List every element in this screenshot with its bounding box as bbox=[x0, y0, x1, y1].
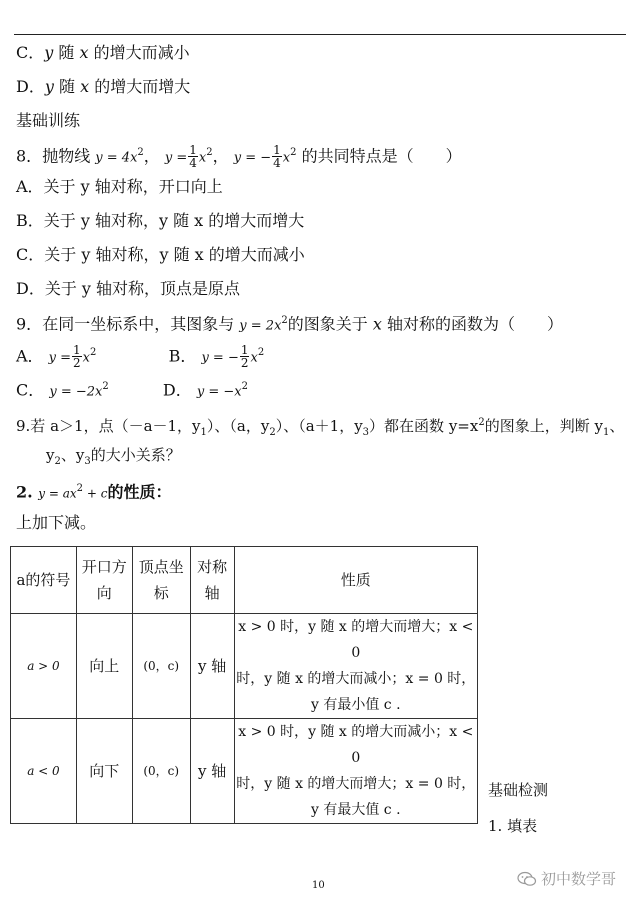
cell-property bbox=[234, 614, 477, 719]
option-8b: B．关于 y 轴对称，y 随 x 的增大而增大 bbox=[16, 211, 305, 230]
property-line: 时，y 随 x 的增大而减小；x = 0 时， bbox=[236, 671, 476, 687]
section-title: 基础训练 bbox=[16, 111, 81, 130]
fraction: $\frac{1}{2}$ bbox=[73, 343, 81, 371]
table-row bbox=[11, 614, 478, 719]
option-8c: C．关于 y 轴对称，y 随 x 的增大而减小 bbox=[16, 245, 305, 264]
header-sign: a的符号 bbox=[11, 547, 77, 614]
header-property: 性质 bbox=[234, 547, 477, 614]
table-row bbox=[11, 719, 478, 824]
cell-direction: 向下 bbox=[76, 719, 132, 824]
question-8: 8．抛物线 $y = 4x^2$， y = $\frac{1}{4}$ $x^2$， y = − $\frac{1}{4}$ $x^2$ 的共同特点是（ ） bbox=[16, 143, 462, 171]
properties-table bbox=[10, 546, 478, 824]
option-8d: D．关于 y 轴对称，顶点是原点 bbox=[16, 279, 241, 298]
rule-text: 上加下减。 bbox=[16, 513, 97, 532]
property-line: x > 0 时，y 随 x 的增大而减小；x < 0 bbox=[238, 724, 474, 766]
top-rule bbox=[14, 34, 626, 35]
option-d-prev: D．y 随 x 的增大而增大 bbox=[16, 77, 191, 96]
question-9: 9．在同一坐标系中，其图象与 $y = 2x^2$的图象关于 x 轴对称的函数为（ ） bbox=[16, 314, 564, 334]
wechat-icon bbox=[517, 871, 537, 887]
fraction: $\frac{1}{2}$ bbox=[240, 343, 249, 371]
section-heading-2: 2. $y = ax^2 + c$的性质： bbox=[16, 482, 172, 502]
property-line: y 有最小值 c . bbox=[311, 697, 401, 713]
cell-direction: 向上 bbox=[76, 614, 132, 719]
question-9b-line1: 9.若 a＞1，点（－a－1，$y_1$）、（a，$y_2$）、（a＋1，$y_3$）都在函数 $y=x^2$的图象上，判断 $y_1$、 bbox=[16, 417, 625, 438]
fraction: $\frac{1}{4}$ bbox=[273, 143, 281, 171]
cell-sign: a > 0 bbox=[11, 614, 77, 719]
property-line: x > 0 时，y 随 x 的增大而增大；x < 0 bbox=[238, 619, 474, 661]
question-9b-line2: $y_2$、$y_3$的大小关系？ bbox=[46, 446, 181, 467]
watermark bbox=[517, 868, 616, 889]
property-line: 时，y 随 x 的增大而增大；x = 0 时， bbox=[236, 776, 476, 792]
page-number: 10 bbox=[312, 880, 325, 891]
header-vertex: 顶点坐标 bbox=[132, 547, 190, 614]
cell-axis: y 轴 bbox=[190, 614, 234, 719]
header-axis: 对称轴 bbox=[190, 547, 234, 614]
option-c-prev: C．y 随 x 的增大而减小 bbox=[16, 43, 190, 62]
cell-sign: a < 0 bbox=[11, 719, 77, 824]
cell-vertex: (0，c) bbox=[132, 719, 190, 824]
side-label-check: 基础检测 bbox=[488, 781, 549, 799]
cell-vertex: (0，c) bbox=[132, 614, 190, 719]
cell-axis: y 轴 bbox=[190, 719, 234, 824]
header-direction: 开口方向 bbox=[76, 547, 132, 614]
property-line: y 有最大值 c . bbox=[311, 802, 401, 818]
side-label-fill: 1. 填表 bbox=[488, 817, 538, 835]
watermark-text: 初中数学哥 bbox=[541, 870, 617, 888]
table-header-row bbox=[11, 547, 478, 614]
option-8a: A．关于 y 轴对称，开口向上 bbox=[16, 177, 223, 196]
fraction: $\frac{1}{4}$ bbox=[189, 143, 197, 171]
cell-property bbox=[234, 719, 477, 824]
options-9ab: A． y = $\frac{1}{2}$ $x^2$ B． y = − $\frac{1}{2}$ $x^2$ bbox=[16, 343, 265, 371]
options-9cd: C． $y = -2x^2$ D． $y = -x^2$ bbox=[16, 380, 248, 400]
